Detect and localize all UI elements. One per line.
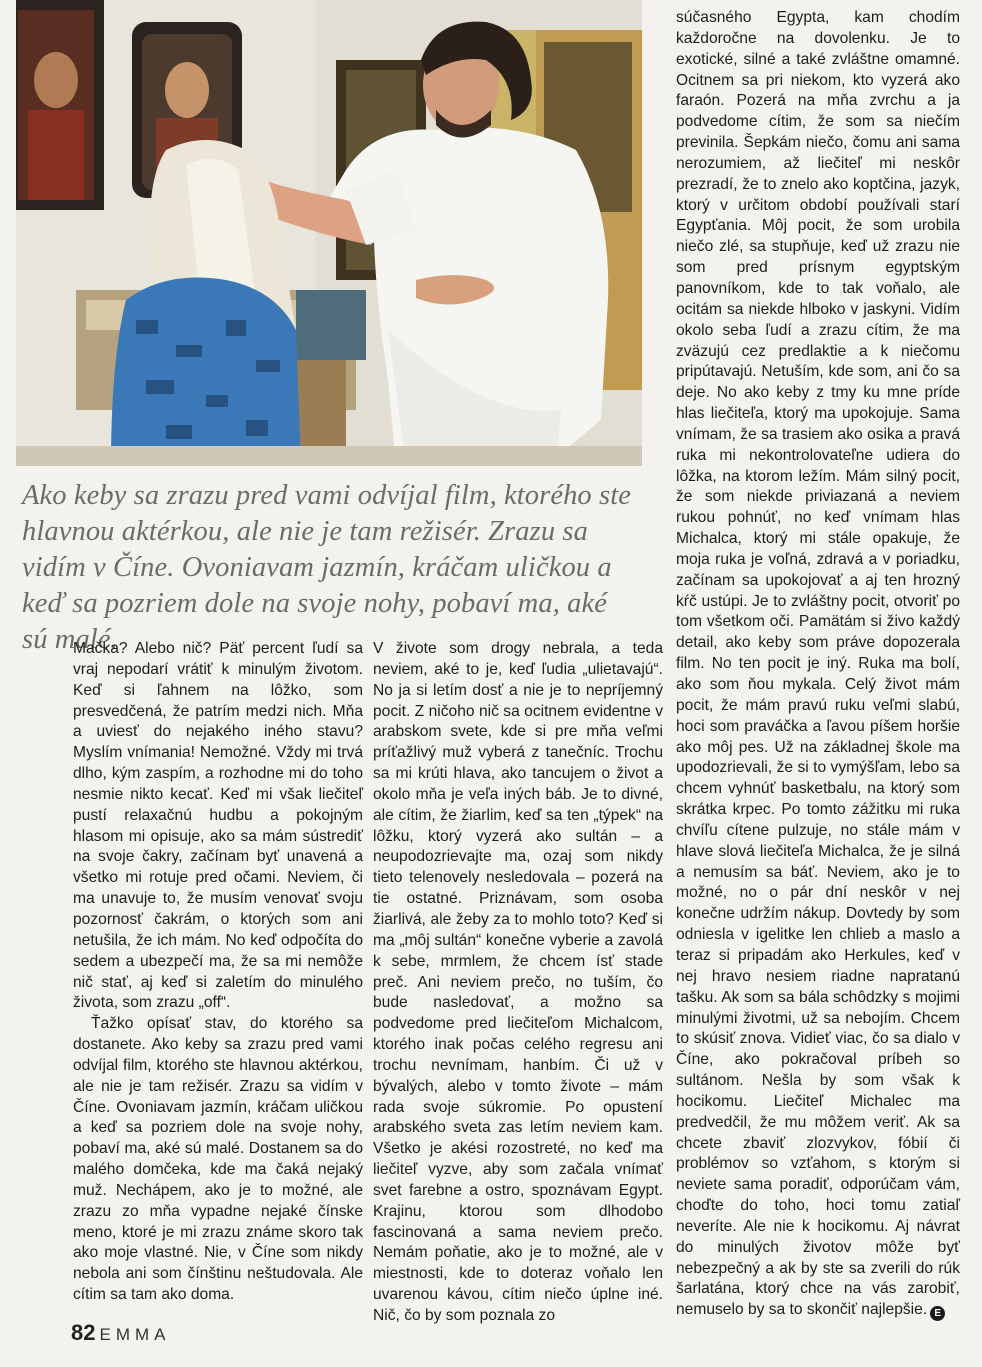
paragraph: Mačka? Alebo nič? Päť percent ľudí sa vraj nepodarí vrátiť k minulým životom. Keď si ľahnem na lôžko, som presvedčená, že patrím medzi nich. Mňa a uviesť do nejakého iného stavu? Myslím vnímania! Nemožné. Vždy mi trvá dlho, kým zaspím, a rozhodne mi do toho nesmie nikto kecať. Keď mi však liečiteľ pustí relaxačnú hudbu a pokojným hlasom mi opisuje, ako sa mám sústrediť na svoje čakry, začínam byť unavená a všetko mi rotuje pred očami. Neviem, či ma unavuje to, že musím venovať svoju pozornosť čakrám, o ktorých som ani netušila, že ich mám. No keď odpočíta do sedem a ubezpečí ma, že sa mi nemôže nič stať, aj keď si zaletím do minulého života, som zrazu „off“. [73,640,363,1012]
article-column-2 [373,639,663,1327]
end-of-article-mark: E [930,1306,945,1321]
paragraph-text: súčasného Egypta, kam chodím každoročne na dovolenku. Je to exotické, silné a také zvláštne omamné. Ocitnem sa pri niekom, kto vyzerá ako faraón. Pozerá na mňa zvrchu a ja podvedome cítim, že som sa niečím previnila. Šepkám niečo, čomu ani sama nerozumiem, až liečiteľ mi neskôr prezradí, že to znelo ako koptčina, jazyk, ktorý v určitom období používali starí Egypťania. Môj pocit, že som urobila niečo zlé, sa stupňuje, keď už zrazu nie som pred prísnym egyptským panovníkom, kde to tak voňalo, ale ocitám sa niekde hlboko v jaskyni. Vidím okolo seba ľudí a zrazu cítim, že ma zväzujú cez predlaktie a k niečomu pripútavajú. Netuším, kde som, ani čo sa deje. No ako keby z tmy ku mne príde hlas liečiteľa, ktorý ma upokojuje. Sama vnímam, že sa trasiem ako osika a pravá ruka mi nekontrolovateľne udiera do lôžka, na ktorom ležím. Mám silný pocit, že som niekde priviazaná a neviem rukou pohnúť, no keď vnímam hlas Michalca, ktorý mi stále opakuje, že moja ruka je voľná, zdravá a v poriadku, začínam sa upokojovať a aj ten hrozný kŕč ustúpi. Je to zvláštny pocit, otvoriť po tom všetkom oči. Pamätám si živo každý detail, ako keby som práve dopozerala film. No ten pocit je iný. Ruka ma bolí, ako som ňou mykala. Celý život mám pocit, že mám pravú ruku veľmi slabú, hoci som praváčka a ľavou píšem horšie ako môj pes. Už na základnej škole ma upodozrievali, že si to vymýšľam, lebo sa chcem vyhnúť basketbalu, na ktorý som skrátka krpec. Po tomto zážitku mi ruka chvíľu cítene pulzuje, no stále mám v hlave slová liečiteľa Michalca, že je silná a nemusím sa báť. Neviem, ako je to možné, no o pár dní neskôr v nej konečne udržím nákup. Dovtedy by som odniesla v igelitke len chlieb a maslo a teraz si pripadám ako Herkules, keď v nej hravo nesiem riadne napratanú tašku. Ak som sa bála schôdzky s mojimi minulými životmi, už sa nebojím. Chcem to skúsiť znova. Vidieť viac, čo sa dialo v Číne, ako pokračoval príbeh so sultánom. Nešla by som však k hocikomu. Liečiteľ Michalec ma predvedčil, že mu môžem veriť. Ak sa chcete zbaviť zlozvykov, fóbií či problémov so vzťahom, s ktorým si neviete sama poradiť, odporúčam vám, choďte do toho, hoci tomu zatiaľ neveríte. Ale nie k hocikomu. Aj návrat do minulých životov môže byť nebezpečný a ak by ste sa zverili do rúk šarlatána, ktorý chce na vás zarobiť, nemuselo by sa to skončiť najlepšie. [676,9,960,1319]
page-number: 82 [71,1320,96,1345]
paragraph [676,8,960,1321]
page-footer [71,1320,170,1348]
article-column-1 [73,639,363,1306]
article-photo [16,0,642,466]
healer-session-illustration [16,0,642,466]
article-column-3 [676,8,960,1321]
paragraph: V živote som drogy nebrala, a teda neviem, aké to je, keď ľudia „ulietavajú“. No ja si letím dosť a nie je to nepríjemný pocit. Z ničoho nič sa ocitnem evidentne v arabskom svete, kde si pre mňa veľmi príťažlivý muž vyberá z tanečníc. Trochu sa mi krúti hlava, ako tancujem o život a okolo mňa je veľa iných báb. Je to divné, ale cítim, že žiarlim, keď sa ten „týpek“ na lôžku, ktorý vyzerá ako sultán – a neupodozrievajte ma, ozaj som nikdy tieto telenovely nesledovala – pozerá na tie ostatné. Priznávam, som osoba žiarlivá, ale žeby za to mohlo toto? Keď si ma „môj sultán“ konečne vyberie a zavolá k sebe, mrmlem, že chcem ísť stade preč. Ani neviem prečo, no tuším, čo bude nasledovať, a možno sa podvedome pred liečiteľom Michalcom, ktorého inak počas celého regresu ani trochu nevnímam, hanbím. Či už v bývalých, alebo v tomto živote – mám rada svoje súkromie. Po opustení arabského sveta zas letím neviem kam. Všetko je akési rozostreté, no keď ma liečiteľ vyzve, aby som začala vnímať svet farebne a ostro, spoznávam Egypt. Krajinu, ktorou som dlhodobo fascinovaná a sama neviem prečo. Nemám poňatie, ako je to možné, ale v miestnosti, kde to doteraz voňalo len uvarenou kávou, cítim niečo úplne iné. Nič, čo by som poznala zo [373,640,663,1324]
pull-quote: Ako keby sa zrazu pred vami odvíjal film, ktorého ste hlavnou aktérkou, ale nie je tam režisér. Zrazu sa vidím v Číne. Ovoniavam jazmín, kráčam uličkou a keď sa pozriem dole na svoje nohy, pobaví ma, aké sú malé. [22,480,631,655]
paragraph: Ťažko opísať stav, do ktorého sa dostanete. Ako keby sa zrazu pred vami odvíjal film, ktorého ste hlavnou aktérkou, ale nie je tam režisér. Zrazu sa vidím v Číne. Ovoniavam jazmín, kráčam uličkou a keď sa pozriem dole na svoje nohy, pobaví ma, aké sú malé. Dostanem sa do malého domčeka, kde ma čaká nejaký muž. Nechápem, ako je to možné, ale zrazu zo mňa vypadne nejaké čínske meno, ktoré je mi zrazu známe skoro tak ako moje vlastné. Nie, v Číne som nikdy nebola ani som čínštinu neštudovala. Ale cítim sa tam ako doma. [73,1015,363,1304]
magazine-name: EMMA [99,1325,171,1344]
